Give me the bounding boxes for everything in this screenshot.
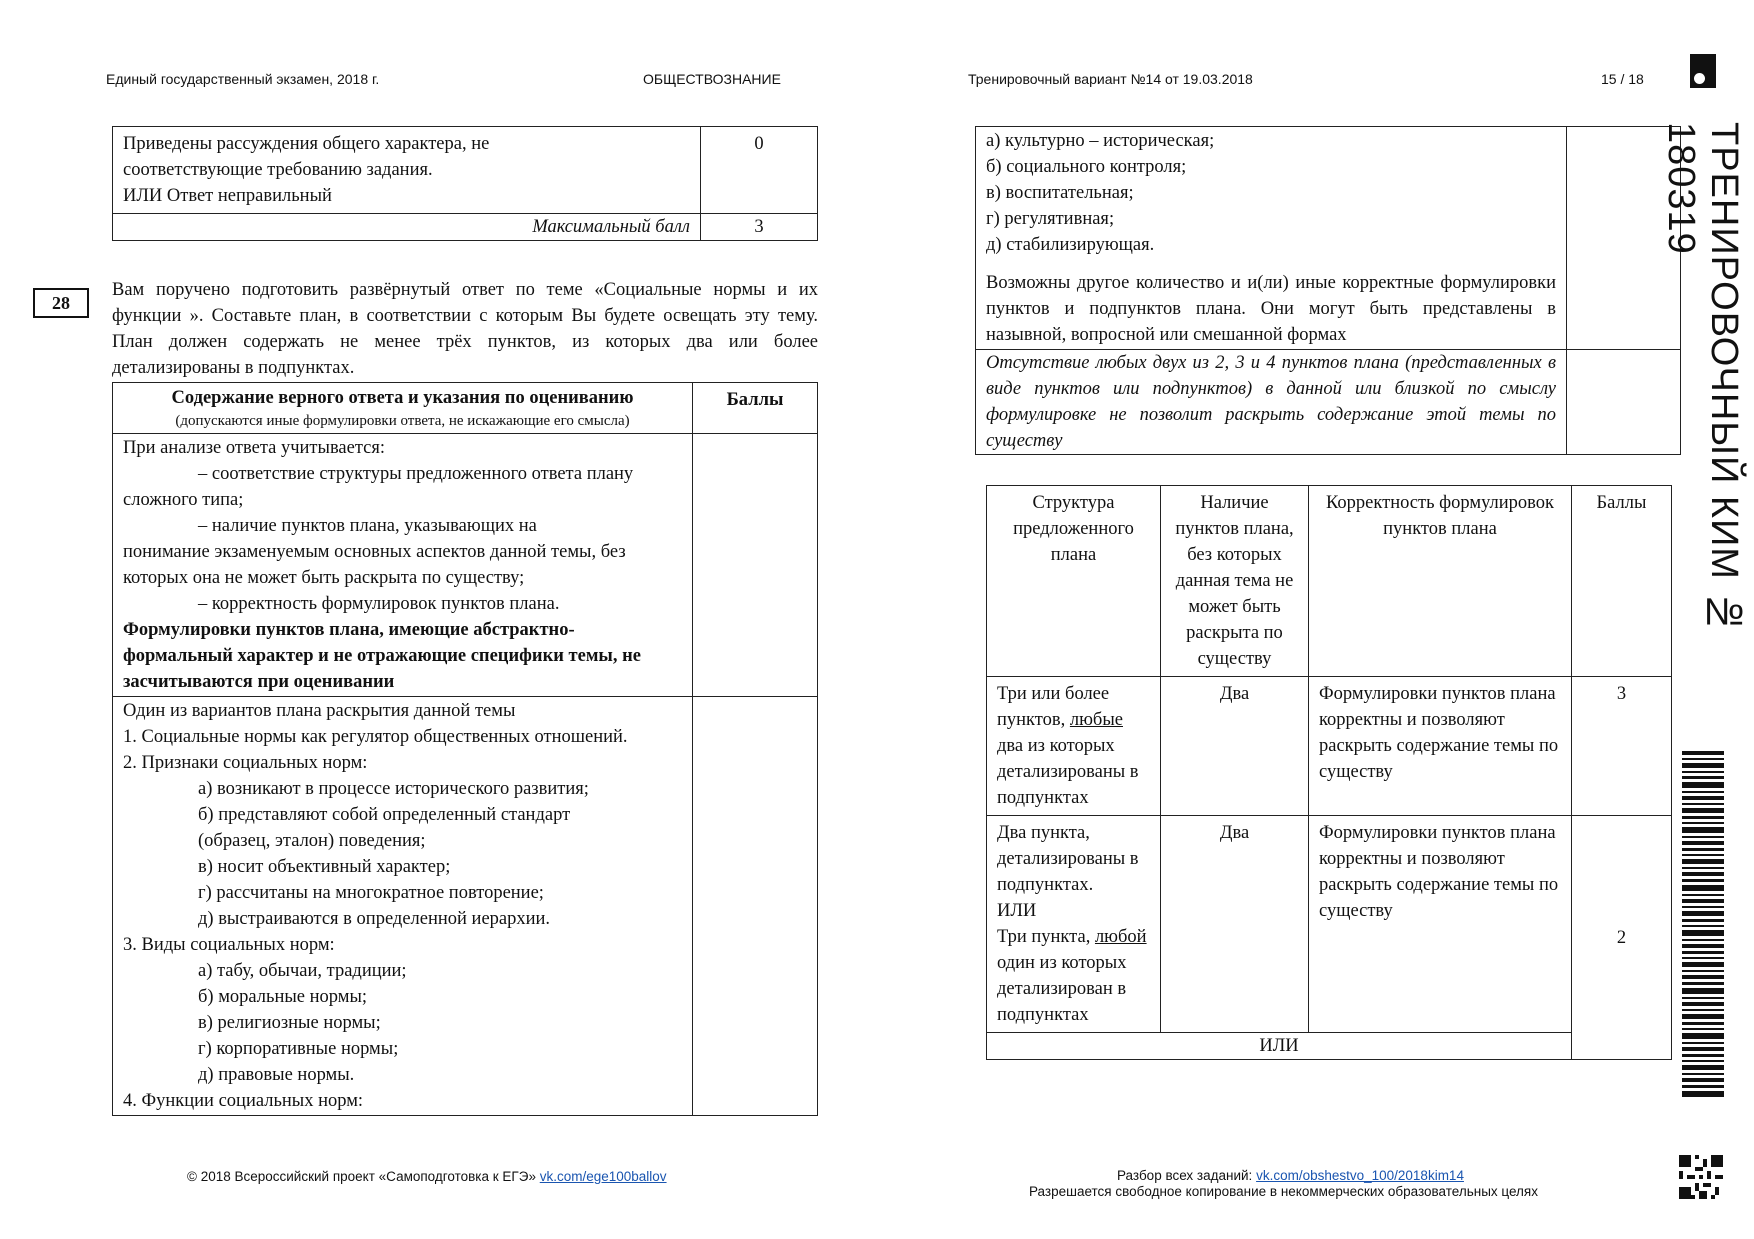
header-exam-title: Единый государственный экзамен, 2018 г. (106, 71, 380, 87)
row2-correctness: Формулировки пунктов плана корректны и позволяют раскрыть содержание темы по существу (1309, 816, 1572, 1033)
footer-left (187, 1169, 667, 1184)
footer-right-line1 (1117, 1168, 1464, 1183)
plan-continuation-table (975, 126, 1681, 455)
footer-right-link[interactable]: vk.com/obshestvo_100/2018kim14 (1256, 1168, 1464, 1183)
text-fragment: два из которых детализированы в подпунктах (997, 736, 1139, 808)
corner-marker-icon (1690, 54, 1716, 88)
function-item: а) культурно – историческая; (986, 131, 1215, 151)
col-header-correctness: Корректность формулировок пунктов плана (1309, 486, 1572, 677)
task-text: Вам поручено подготовить развёрнутый ответ по теме «Социальные нормы и их функции ». Составьте план, в соответствии с которым Вы будете освещать эту тему. План должен содержать не менее трёх пунктов, из которых два или более детализированы в подпунктах. (112, 280, 818, 378)
text-fragment: один из которых детализирован в подпунктах (997, 953, 1127, 1025)
analysis-block (113, 434, 693, 697)
text-fragment: Три пункта, (997, 927, 1091, 947)
plan-line: (образец, эталон) поведения; (198, 831, 426, 851)
analysis-item: – корректность формулировок пунктов плана. (198, 594, 560, 614)
score-cell-empty (693, 434, 818, 697)
analysis-item: – наличие пунктов плана, указывающих на (198, 516, 537, 536)
underlined-fragment: любые (1069, 710, 1123, 730)
text-line: соответствующие требованию задания. (123, 160, 433, 180)
plan-line: 2. Признаки социальных норм: (123, 753, 368, 773)
footer-copyright: © 2018 Всероссийский проект «Самоподготовка к ЕГЭ» (187, 1169, 536, 1184)
score-cell-empty (693, 697, 818, 1116)
criteria-header-title: Содержание верного ответа и указания по оцениванию (171, 388, 634, 408)
row2-presence: Два (1161, 816, 1309, 1033)
plan-line: 1. Социальные нормы как регулятор общественных отношений. (123, 727, 628, 747)
text-line: Приведены рассуждения общего характера, не (123, 134, 490, 154)
plan-line: 3. Виды социальных норм: (123, 935, 335, 955)
plan-line: в) носит объективный характер; (198, 857, 451, 877)
formal-note: Формулировки пунктов плана, имеющие абстрактно-формальный характер и не отражающие специфики темы, не засчитываются при оценивании (123, 620, 641, 692)
row1-presence: Два (1161, 677, 1309, 816)
qr-code-icon (1679, 1155, 1723, 1199)
row2-structure (987, 816, 1161, 1033)
absence-note: Отсутствие любых двух из 2, 3 и 4 пунктов плана (представленных в виде пунктов или подпунктов) в данной или близкой по смыслу формулировке не позволит раскрыть содержание этой темы по существу (976, 350, 1567, 455)
footer-left-link[interactable]: vk.com/ege100ballov (539, 1169, 667, 1184)
side-label-text: ТРЕНИРОВОЧНЫЙ КИМ № 180319 (1660, 122, 1745, 635)
plan-line: б) моральные нормы; (198, 987, 368, 1007)
criteria-header-subtitle: (допускаются иные формулировки ответа, не искажающие его смысла) (175, 413, 630, 429)
task-number: 28 (33, 288, 89, 318)
plan-title: Один из вариантов плана раскрытия данной темы (123, 701, 516, 721)
text-fragment: Три или более пунктов, (997, 684, 1110, 730)
analysis-item: которых она не может быть раскрыта по существу; (123, 568, 525, 588)
score-criteria-table (986, 485, 1672, 1060)
plan-line: а) табу, обычаи, традиции; (198, 961, 407, 981)
col-header-presence: Наличие пунктов плана, без которых данная тема не может быть раскрыта по существу (1161, 486, 1309, 677)
text-line: ИЛИ Ответ неправильный (123, 186, 332, 206)
score-cell: 0 (701, 127, 818, 214)
or-label: ИЛИ (997, 901, 1037, 921)
max-score-label: Максимальный балл (113, 214, 701, 241)
row1-structure (987, 677, 1161, 816)
top-score-table (112, 126, 818, 241)
functions-block (976, 127, 1567, 350)
plan-line: д) выстраиваются в определенной иерархии. (198, 909, 551, 929)
plan-line: 4. Функции социальных норм: (123, 1091, 364, 1111)
row2-score: 2 (1572, 816, 1672, 1060)
row1-score: 3 (1572, 677, 1672, 816)
analysis-item: понимание экзаменуемым основных аспектов данной темы, без (123, 542, 626, 562)
barcode-icon (1682, 751, 1724, 1099)
plan-line: в) религиозные нормы; (198, 1013, 381, 1033)
score-header: Баллы (693, 383, 818, 434)
function-item: б) социального контроля; (986, 157, 1187, 177)
plan-line: д) правовые нормы. (198, 1065, 355, 1085)
plan-line: б) представляют собой определенный стандарт (198, 805, 571, 825)
plan-line: а) возникают в процессе исторического развития; (198, 779, 589, 799)
underlined-fragment: любой (1094, 927, 1147, 947)
row1-correctness: Формулировки пунктов плана корректны и позволяют раскрыть содержание темы по существу (1309, 677, 1572, 816)
criteria-table (112, 382, 818, 1116)
footer-right-line2: Разрешается свободное копирование в некоммерческих образовательных целях (1029, 1184, 1538, 1199)
col-header-score: Баллы (1572, 486, 1672, 677)
function-item: д) стабилизирующая. (986, 235, 1155, 255)
or-row: ИЛИ (987, 1033, 1572, 1060)
plan-line: г) корпоративные нормы; (198, 1039, 399, 1059)
incorrect-answer-description (113, 127, 701, 214)
plan-block (113, 697, 693, 1116)
col-header-structure: Структура предложенного плана (987, 486, 1161, 677)
analysis-item: сложного типа; (123, 490, 244, 510)
text-fragment: Два пункта, детализированы в подпунктах. (997, 823, 1139, 895)
header-variant: Тренировочный вариант №14 от 19.03.2018 (968, 71, 1253, 87)
page-number: 15 / 18 (1601, 71, 1644, 87)
side-label (1660, 122, 1745, 722)
footer-analysis-label: Разбор всех заданий: (1117, 1168, 1253, 1183)
function-item: г) регулятивная; (986, 209, 1115, 229)
plan-line: г) рассчитаны на многократное повторение; (198, 883, 544, 903)
function-item: в) воспитательная; (986, 183, 1134, 203)
alternative-note: Возможны другое количество и и(ли) иные корректные формулировки пунктов и подпунктов плана. Они могут быть представлены в назывной, вопросной или смешанной формах (986, 273, 1556, 345)
analysis-title: При анализе ответа учитывается: (123, 438, 386, 458)
analysis-item: – соответствие структуры предложенного ответа плану (198, 464, 634, 484)
header-subject: ОБЩЕСТВОЗНАНИЕ (643, 71, 781, 87)
criteria-header (113, 383, 693, 434)
max-score-value: 3 (701, 214, 818, 241)
